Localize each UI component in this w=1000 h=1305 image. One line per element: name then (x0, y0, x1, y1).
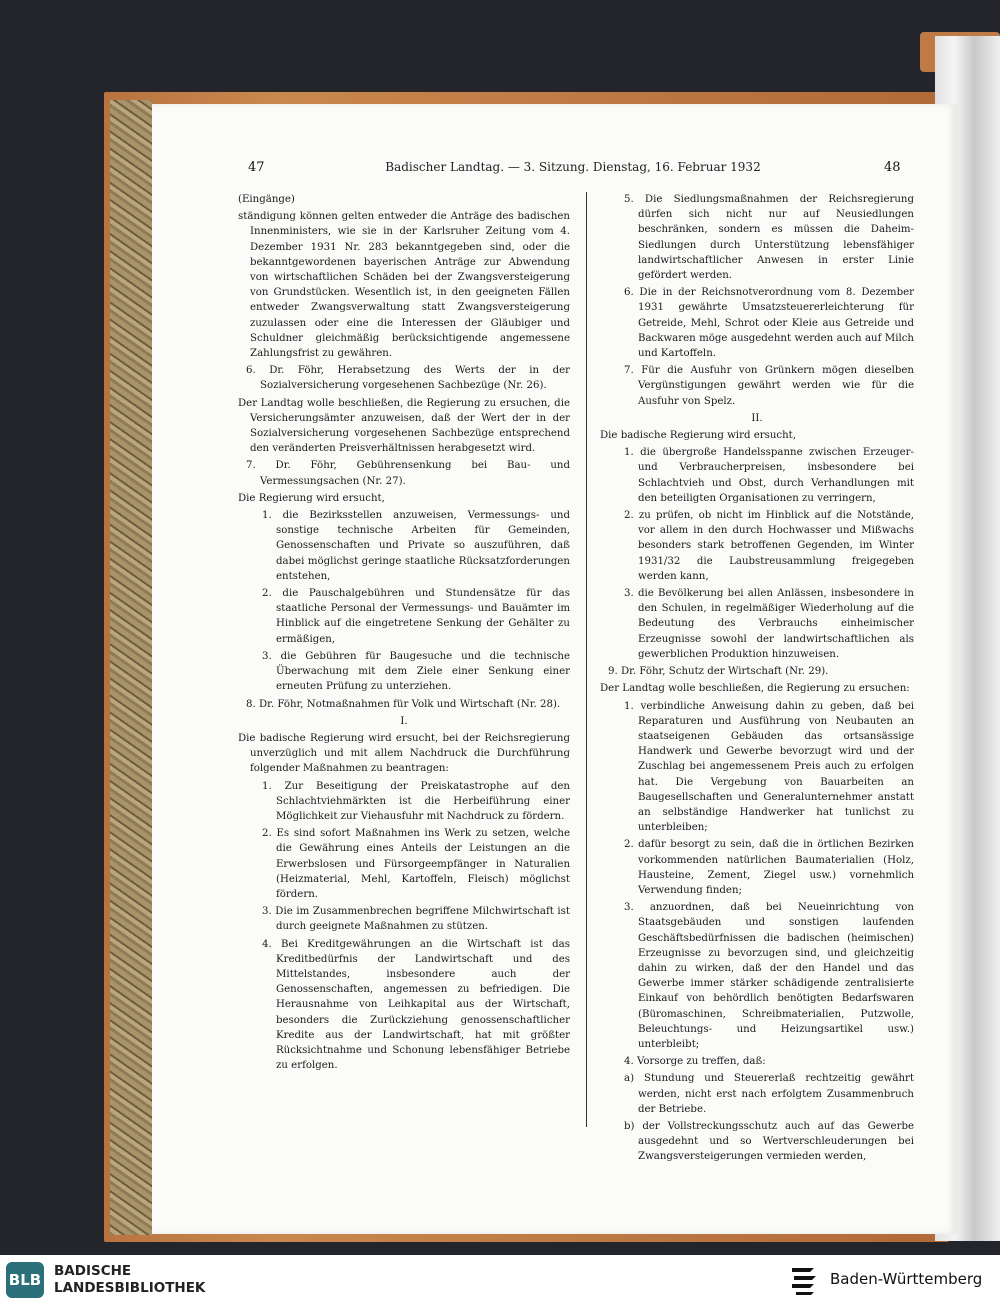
right-paragraph: 4. Vorsorge zu treffen, daß: (624, 1056, 766, 1068)
running-title: Badischer Landtag. — 3. Sitzung. Dienstag, 16. Februar 1932 (385, 160, 761, 174)
left-paragraph: I. (400, 715, 408, 727)
left-paragraph: Die badische Regierung wird ersucht, bei der Reichsregierung unverzüglich und mit allem Nachdruck die Durchführung folgender Maßnahmen zu beantragen: (238, 732, 570, 775)
left-paragraph: 1. die Bezirksstellen anzuweisen, Vermessungs- und sonstige technische Arbeiten für Gemeinden, Genossenschaften und Private so auszuführen, daß dabei möglichst geringe staatliche Rücksatzforderungen entstehen, (262, 510, 570, 582)
left-paragraph: 3. die Gebühren für Baugesuche und die technische Überwachung mit dem Ziele einer Senkung einer erneuten Prüfung zu unterziehen. (262, 650, 570, 693)
left-paragraph: 4. Bei Kreditgewährungen an die Wirtschaft ist das Kreditbedürfnis der Landwirtschaft und des Mittelstandes, insbesondere auch der Genossenschaften, angemessen zu befriedigen. Die Herausnahme von Leihkapital aus der Wirtschaft, besonders die Zurückziehung genossenschaftlicher Kredite aus der Landwirtschaft, hat mit größter Rücksichtnahme und Schonung lebensfähiger Betriebe zu erfolgen. (262, 938, 570, 1072)
left-paragraph: 1. Zur Beseitigung der Preiskatastrophe auf den Schlachtviehmärkten ist die Herbeiführung einer Möglichkeit zur Viehausfuhr mit Nachdruck zu fördern. (262, 780, 570, 822)
right-paragraph: Die badische Regierung wird ersucht, (600, 430, 796, 442)
page-number-right: 48 (884, 160, 901, 175)
left-paragraph: 8. Dr. Föhr, Notmaßnahmen für Volk und Wirtschaft (Nr. 28). (246, 698, 561, 710)
right-paragraph: b) der Vollstreckungsschutz auch auf das Gewerbe ausgedehnt und so Wertverschleuderungen bei Zwangsversteigerungen vermieden werden, (624, 1120, 914, 1163)
right-paragraph: 7. Für die Ausfuhr von Grünkern mögen dieselben Vergünstigungen gewährt werden wie für die Ausfuhr von Spelz. (624, 365, 914, 407)
left-paragraph: 6. Dr. Föhr, Herabsetzung des Werts der in der Sozialversicherung vorgesehenen Sachbezüge (Nr. 26). (246, 365, 570, 392)
left-paragraph: 2. die Pauschalgebühren und Stundensätze für das staatliche Personal der Vermessungs- und Bauämter im Hinblick auf die eingetretene Senkung der Gehälter zu ermäßigen, (262, 588, 570, 645)
baden-wuerttemberg-lions-icon (790, 1264, 820, 1296)
left-text-column (238, 192, 570, 1075)
right-paragraph: Der Landtag wolle beschließen, die Regierung zu ersuchen: (600, 683, 910, 695)
right-paragraph: a) Stundung und Steuererlaß rechtzeitig gewährt werden, nicht erst nach erfolgtem Zusammenbruch der Betriebe. (624, 1073, 914, 1115)
right-paragraph: II. (751, 412, 763, 424)
left-paragraph: 3. Die im Zusammenbrechen begriffene Milchwirtschaft ist durch geeignete Maßnahmen zu stützen. (262, 906, 570, 933)
right-paragraph: 2. dafür besorgt zu sein, daß die in örtlichen Bezirken vorkommenden natürlichen Baumaterialien (Holz, Hausteine, Zement, Ziegel usw.) vornehmlich Verwendung finden; (624, 839, 914, 896)
right-paragraph: 3. die Bevölkerung bei allen Anlässen, insbesondere in den Schulen, in regelmäßiger Wiederholung auf die Bedeutung des Verbrauchs einheimischer Erzeugnisse sowohl der landwirtschaftlichen als gewerblichen Produktion hinzuweisen. (624, 588, 914, 660)
left-paragraph: Der Landtag wolle beschließen, die Regierung zu ersuchen, die Versicherungsämter anzuweisen, daß der Wert der in der Sozialversicherung vorgesehenen Sachbezüge entsprechend den veränderten Preisverhältnissen herabgesetzt wird. (238, 397, 570, 455)
right-paragraph: 9. Dr. Föhr, Schutz der Wirtschaft (Nr. 29). (608, 666, 829, 678)
right-paragraph: 3. anzuordnen, daß bei Neueinrichtung von Staatsgebäuden und sonstigen laufenden Geschäftsbedürfnissen die badischen (heimischen) Erzeugnisse zu bevorzugen sind, und gleichzeitig dahin zu wirken, daß der den Handel und das Gewerbe immer stärker schädigende zentralisierte Einkauf von behördlich benötigten Bedarfswaren (Büromaschinen, Schreibmaterialien, Putzwolle, Beleuchtungs- und Heizungsartikel usw.) unterbleibt; (624, 902, 914, 1050)
right-paragraph: 2. zu prüfen, ob nicht im Hinblick auf die Notstände, vor allem in den durch Hochwasser und Mißwachs besonders stark betroffenen Gegenden, im Winter 1931/32 die Laubstreusammlung freigegeben werden kann, (624, 510, 914, 582)
state-name: Baden-Württemberg (830, 1270, 983, 1288)
right-paragraph: 1. verbindliche Anweisung dahin zu geben, daß bei Reparaturen und Ausführung von Neubauten an staatseigenen Gebäuden das ortsansässige Handwerk und Gewerbe bevorzugt wird und der Zuschlag bei angemessenem Preis auch zu erfolgen hat. Die Vergebung von Bauarbeiten an Baugesellschaften und Generalunternehmer anstatt an selbständige Handwerker hat tunlichst zu unterbleiben; (624, 700, 914, 834)
column-divider (586, 192, 587, 1127)
left-paragraph: (Eingänge) (238, 194, 295, 205)
right-paragraph: 1. die übergroße Handelsspanne zwischen Erzeuger- und Verbraucherpreisen, insbesondere bei Schlachtvieh und Obst, durch Verhandlungen mit den beteiligten Organisationen zu verringern, (624, 447, 914, 504)
library-name-line2: LANDESBIBLIOTHEK (54, 1280, 206, 1296)
left-paragraph: ständigung können gelten entweder die Anträge des badischen Innenministers, wie sie in der Karlsruher Zeitung vom 4. Dezember 1931 Nr. 283 bekanntgegeben sind, oder die bekanntgewordenen bayerischen Anträge zur Abwendung von wirtschaftlichen Schäden bei der Zwangsversteigerung von Grundstücken. Wesentlich ist, in den geeigneten Fällen entweder Zwangsverwaltung statt Zwangsversteigerung zuzulassen oder eine die Interessen der Gläubiger und Schuldner gleichmäßig berücksichtigende angemessene Zahlungsfrist zu gewähren. (238, 211, 570, 360)
left-paragraph: 7. Dr. Föhr, Gebührensenkung bei Bau- und Vermessungsachen (Nr. 27). (246, 460, 570, 487)
left-paragraph: Die Regierung wird ersucht, (238, 492, 385, 504)
page-number-left: 47 (248, 160, 265, 175)
right-paragraph: 6. Die in der Reichsnotverordnung vom 8. Dezember 1931 gewährte Umsatzsteuererleichterung für Getreide, Mehl, Schrot oder Kleie aus Getreide und Backwaren möge ausgedehnt werden auch auf Milch und Kartoffeln. (624, 287, 914, 360)
left-paragraph: 2. Es sind sofort Maßnahmen ins Werk zu setzen, welche die Gewährung eines Anteils der Leistungen an die Erwerbslosen und Fürsorgeempfänger in Naturalien (Heizmaterial, Mehl, Kartoffeln, Fleisch) möglichst fördern. (262, 828, 570, 900)
right-text-column (600, 192, 914, 1167)
marbled-endpaper (110, 100, 152, 1235)
blb-logo: BLB (6, 1262, 44, 1298)
right-paragraph: 5. Die Siedlungsmaßnahmen der Reichsregierung dürfen sich nicht nur auf Neusiedlungen beschränken, sondern es müssen die Daheim-Siedlungen durch Unterstützung lebensfähiger landwirtschaftlicher Anwesen in erster Linie gefördert werden. (624, 194, 914, 282)
library-name-line1: BADISCHE (54, 1263, 132, 1279)
library-name (54, 1263, 205, 1297)
